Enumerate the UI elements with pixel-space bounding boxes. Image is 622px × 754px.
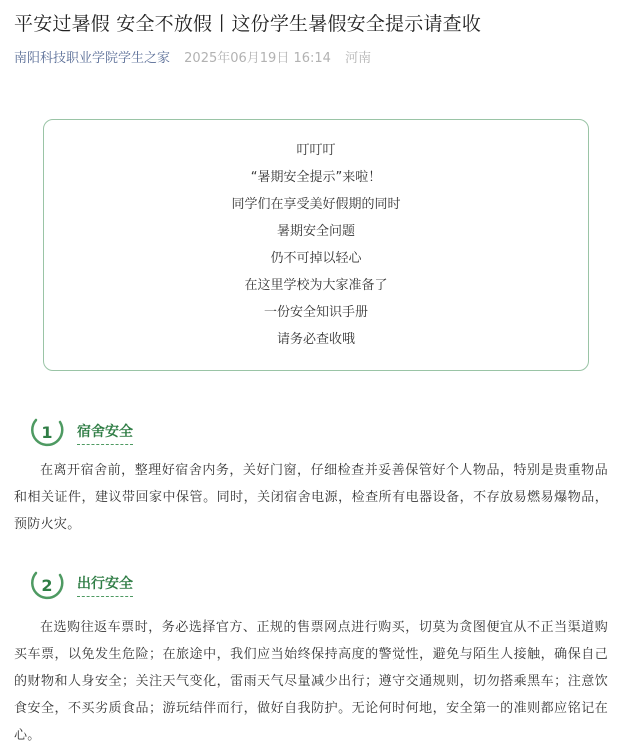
notice-line: 叮叮叮 [296,143,336,158]
notice-line: 同学们在享受美好假期的同时 [231,197,401,212]
notice-box [43,119,589,371]
section-body: 在选购往返车票时，务必选择官方、正规的售票网点进行购买，切莫为贪图便宜从不正当渠道购买车票，以免发生危险；在旅途中，我们应当始终保持高度的警觉性，避免与陌生人接触，确保自己的财物和人身安全；关注天气变化，雷雨天气尽量减少出行；遵守交通规则，切勿搭乘黑车；注意饮食安全，不买劣质食品；游玩结伴而行，做好自我防护。无论何时何地，安全第一的准则都应铭记在心。 [14,620,608,743]
section-title: 宿舍安全 [77,422,133,445]
article-meta [14,50,371,68]
article-title: 平安过暑假 安全不放假丨这份学生暑假安全提示请查收 [14,13,482,35]
notice-line: 请务必查收哦 [276,332,355,347]
section-title: 出行安全 [77,574,133,597]
notice-line: 在这里学校为大家准备了 [244,278,388,293]
section-body: 在离开宿舍前，整理好宿舍内务，关好门窗，仔细检查并妥善保管好个人物品，特别是贵重物品和相关证件，建议带回家中保管。同时，关闭宿舍电源，检查所有电器设备，不存放易燃易爆物品，预防火灾。 [14,463,608,532]
section-number: 2 [41,576,53,595]
section-number-badge [30,569,70,609]
section-number-badge [30,416,70,456]
publish-location: 河南 [345,51,372,66]
notice-line: 一份安全知识手册 [263,305,368,320]
notice-line: “暑期安全提示”来啦！ [250,170,382,185]
notice-line: 仍不可掉以轻心 [270,251,362,266]
publish-date: 2025年06月19日 16:14 [184,51,331,66]
section-number: 1 [41,423,53,442]
account-name-link[interactable]: 南阳科技职业学院学生之家 [14,51,171,66]
notice-line: 暑期安全问题 [276,224,355,239]
